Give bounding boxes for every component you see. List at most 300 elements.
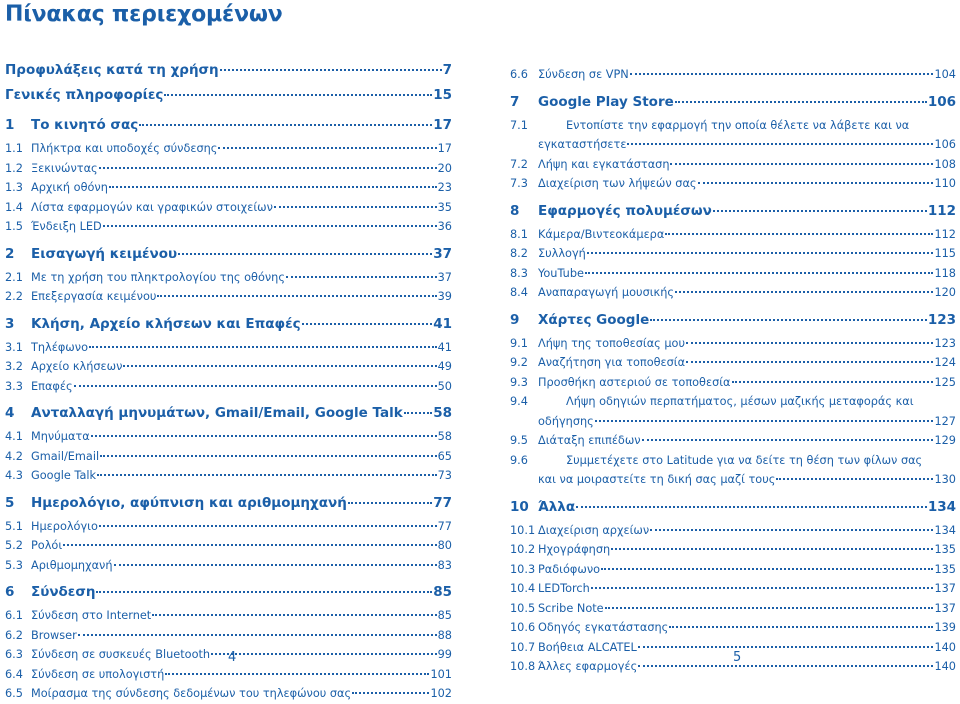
toc-leader-dots	[78, 634, 437, 636]
toc-entry-body	[538, 412, 956, 432]
toc-leader-dots	[103, 225, 437, 227]
toc-entry-body	[538, 638, 956, 658]
toc-entry-body	[31, 536, 452, 556]
toc-entry-body	[31, 490, 452, 517]
toc-entry-title: Κλήση, Αρχείο κλήσεων και Επαφές	[31, 315, 301, 332]
toc-page-number: 112	[934, 227, 956, 241]
toc-leader-dots	[650, 529, 933, 531]
toc-entry-body	[538, 451, 956, 471]
toc-entry-number: 10.4	[510, 582, 536, 595]
toc-leader-dots	[587, 252, 934, 254]
toc-entry-title: Gmail/Email	[31, 449, 100, 463]
toc-entry-title: Άλλες εφαρμογές	[538, 660, 638, 673]
toc-entry-title: Διάταξη επιπέδων	[538, 434, 641, 447]
toc-entry-number: 9.1	[510, 336, 528, 350]
toc-page-number: 49	[437, 360, 452, 373]
toc-entry-number: 5	[5, 494, 15, 511]
toc-entry-body	[538, 307, 956, 334]
toc-page-number: 110	[934, 177, 956, 190]
toc-entry-title: εγκαταστήσετε	[538, 138, 627, 151]
toc-page-number: 99	[437, 648, 452, 661]
toc-section[interactable]	[5, 139, 452, 159]
toc-page-number: 73	[437, 469, 452, 482]
toc-page-number: 35	[437, 200, 452, 214]
toc-entry-title-line1: Εντοπίστε την εφαρμογή την οποία θέλετε να λάβετε και να	[566, 118, 910, 132]
toc-chapter[interactable]	[5, 490, 452, 517]
toc-section[interactable]	[5, 427, 452, 447]
toc-leader-dots	[630, 73, 934, 75]
toc-section[interactable]	[5, 268, 452, 288]
toc-entry-number: 10.2	[510, 543, 536, 556]
toc-entry-title: Διαχείριση των λήψεών σας	[538, 177, 697, 190]
toc-entry-body	[31, 377, 452, 397]
toc-page-number: 41	[433, 315, 452, 332]
toc-page-number: 85	[433, 584, 452, 600]
toc-page-number: 134	[934, 523, 956, 537]
toc-entry-body	[538, 264, 956, 284]
toc-entry-number: 6.1	[5, 609, 23, 622]
toc-chapter[interactable]	[510, 307, 956, 334]
toc-page-number: 20	[437, 161, 452, 175]
toc-section[interactable]	[510, 264, 956, 284]
toc-section[interactable]	[5, 606, 452, 626]
toc-entry-number: 8.1	[510, 227, 528, 241]
toc-entry-body	[31, 400, 452, 427]
page-title: Πίνακας περιεχομένων	[5, 2, 283, 27]
toc-section[interactable]	[510, 451, 956, 490]
toc-section[interactable]	[5, 447, 452, 467]
toc-entry-body	[31, 684, 452, 704]
toc-section[interactable]	[510, 155, 956, 175]
toc-entry-number: 7.1	[510, 118, 528, 132]
toc-section[interactable]	[5, 357, 452, 377]
toc-entry-number: 6	[5, 584, 15, 600]
toc-leader-dots	[686, 361, 933, 363]
toc-page-number: 112	[927, 202, 956, 219]
toc-leader-dots	[605, 607, 934, 609]
toc-leader-dots	[670, 163, 933, 165]
toc-section[interactable]	[5, 684, 452, 704]
toc-chapter[interactable]	[510, 89, 956, 116]
toc-entry-title: Ανταλλαγή μηνυμάτων, Gmail/Email, Google Talk	[31, 405, 403, 421]
toc-section[interactable]	[510, 244, 956, 264]
toc-page-number: 88	[437, 628, 452, 642]
toc-leader-dots	[675, 291, 933, 293]
toc-page-number: 23	[437, 181, 452, 194]
toc-entry-body	[5, 58, 452, 83]
toc-entry-title: YouTube	[538, 266, 584, 280]
toc-section[interactable]	[510, 560, 956, 580]
toc-entry-title: Μηνύματα	[31, 430, 90, 443]
toc-entry-title: Γενικές πληροφορίες	[5, 87, 164, 103]
toc-entry-title: Επεξεργασία κειμένου	[31, 290, 157, 303]
toc-page-number: 137	[934, 601, 956, 615]
toc-chapter[interactable]	[5, 241, 452, 268]
toc-chapter[interactable]	[5, 400, 452, 427]
toc-entry-body	[31, 112, 452, 139]
toc-entry-title: Ραδιόφωνο	[538, 562, 601, 576]
toc-page-number: 77	[437, 519, 452, 533]
toc-leader-dots	[211, 653, 437, 655]
toc-section[interactable]	[510, 225, 956, 245]
toc-entry-title: Ηχογράφηση	[538, 543, 611, 556]
toc-page-number: 101	[430, 667, 452, 681]
toc-entry-body	[538, 579, 956, 599]
page-number-right: 5	[733, 650, 742, 665]
toc-leader-dots	[627, 143, 933, 145]
toc-entry-number: 1.2	[5, 161, 23, 175]
toc-entry-number: 6.2	[5, 628, 23, 642]
toc-entry-title: Βοήθεια ALCATEL	[538, 640, 637, 654]
toc-entry-number: 6.4	[5, 667, 23, 681]
toc-entry-number: 2.1	[5, 270, 23, 284]
toc-front-matter-entry[interactable]	[5, 83, 452, 108]
toc-section[interactable]	[5, 287, 452, 307]
toc-entry-number: 5.3	[5, 558, 23, 572]
toc-entry-number: 10	[510, 498, 529, 515]
toc-entry-body	[538, 225, 956, 245]
toc-entry-title: Προσθήκη αστεριού σε τοποθεσία	[538, 375, 731, 389]
toc-leader-dots	[576, 506, 927, 508]
toc-entry-number: 6.3	[5, 648, 23, 661]
toc-entry-number: 8.3	[510, 266, 528, 280]
toc-page-number: 140	[934, 660, 956, 673]
toc-page-number: 102	[430, 687, 452, 700]
toc-entry-number: 10.8	[510, 660, 536, 673]
toc-page-number: 41	[437, 340, 452, 354]
toc-leader-dots	[669, 626, 933, 628]
toc-section[interactable]	[5, 159, 452, 179]
toc-entry-body	[31, 447, 452, 467]
toc-leader-dots	[220, 69, 442, 71]
toc-leader-dots	[650, 319, 927, 321]
toc-page-number: 123	[927, 311, 956, 328]
toc-entry-title: Συλλογή	[538, 247, 586, 260]
toc-entry-number: 1	[5, 117, 15, 133]
toc-entry-body	[538, 618, 956, 638]
toc-chapter[interactable]	[510, 494, 956, 521]
toc-page-number: 108	[934, 157, 956, 171]
toc-left-column	[5, 58, 452, 704]
toc-leader-dots	[776, 478, 933, 480]
toc-entry-number: 10.3	[510, 562, 536, 576]
toc-entry-number: 4.1	[5, 430, 23, 443]
toc-section[interactable]	[5, 626, 452, 646]
toc-entry-number: 7.3	[510, 177, 528, 190]
toc-entry-title: Ημερολόγιο, αφύπνιση και αριθμομηχανή	[31, 494, 347, 511]
toc-leader-dots	[286, 276, 437, 278]
toc-entry-number: 7.2	[510, 157, 528, 171]
toc-page-number: 15	[433, 87, 452, 103]
toc-entry-body	[31, 241, 452, 268]
toc-entry-title: Scribe Note	[538, 601, 604, 615]
toc-entry-number: 10.5	[510, 601, 536, 615]
toc-section[interactable]	[510, 373, 956, 393]
toc-leader-dots	[601, 568, 933, 570]
toc-leader-dots	[638, 646, 934, 648]
toc-entry-body	[538, 334, 956, 354]
toc-entry-body	[5, 83, 452, 108]
toc-section[interactable]	[510, 540, 956, 560]
toc-entry-number: 9.3	[510, 375, 528, 389]
toc-entry-body	[538, 431, 956, 451]
toc-page-number: 139	[934, 621, 956, 634]
toc-leader-dots	[89, 346, 437, 348]
toc-entry-body	[31, 645, 452, 665]
toc-entry-number: 1.4	[5, 200, 23, 214]
toc-leader-dots	[123, 365, 436, 367]
toc-entry-body	[31, 178, 452, 198]
toc-entry-body	[31, 665, 452, 685]
toc-page-number: 137	[934, 582, 956, 595]
toc-leader-dots	[178, 253, 432, 255]
toc-page-number: 36	[437, 220, 452, 233]
toc-leader-dots	[642, 439, 934, 441]
toc-entry-title-line1: Λήψη οδηγιών περπατήματος, μέσων μαζικής μεταφοράς και	[566, 395, 914, 408]
toc-entry-title: Αναζήτηση για τοποθεσία	[538, 356, 686, 369]
toc-section[interactable]	[5, 377, 452, 397]
toc-entry-body	[31, 556, 452, 576]
toc-page-number: 80	[437, 539, 452, 552]
toc-chapter[interactable]	[510, 198, 956, 225]
toc-leader-dots	[63, 544, 436, 546]
toc-entry-title: Αριθμομηχανή	[31, 558, 113, 572]
toc-leader-dots	[595, 420, 934, 422]
toc-leader-dots	[274, 206, 437, 208]
toc-leader-dots	[686, 342, 933, 344]
toc-section[interactable]	[510, 392, 956, 431]
toc-entry-number: 4.3	[5, 469, 23, 482]
toc-leader-dots	[114, 564, 437, 566]
toc-entry-number: 1.1	[5, 142, 23, 155]
toc-entry-title: Προφυλάξεις κατά τη χρήση	[5, 62, 219, 78]
toc-entry-title: Οδηγός εγκατάστασης	[538, 621, 669, 634]
toc-entry-number: 8	[510, 202, 520, 219]
toc-page-number: 104	[934, 68, 956, 81]
toc-entry-title: Το κινητό σας	[31, 117, 139, 133]
toc-entry-title: Σύνδεση σε υπολογιστή	[31, 667, 165, 681]
toc-section[interactable]	[510, 618, 956, 638]
toc-entry-number: 3.3	[5, 379, 23, 393]
toc-section[interactable]	[510, 579, 956, 599]
toc-leader-dots	[218, 147, 436, 149]
toc-page-number: 125	[934, 375, 956, 389]
toc-section[interactable]	[510, 431, 956, 451]
toc-leader-dots	[96, 591, 432, 593]
toc-section[interactable]	[5, 217, 452, 237]
toc-entry-title: Λήψη και εγκατάσταση	[538, 157, 670, 171]
toc-leader-dots	[302, 323, 433, 325]
toc-leader-dots	[91, 435, 437, 437]
toc-entry-title: Πλήκτρα και υποδοχές σύνδεσης	[31, 142, 218, 155]
toc-section[interactable]	[5, 536, 452, 556]
toc-page-number: 17	[433, 117, 452, 133]
toc-entry-title: Λήψη της τοποθεσίας μου	[538, 336, 686, 350]
toc-leader-dots	[732, 381, 934, 383]
toc-entry-title: Σύνδεση σε VPN	[538, 68, 629, 81]
toc-entry-number: 7	[510, 93, 520, 110]
toc-entry-title: Ξεκινώντας	[31, 161, 98, 175]
toc-leader-dots	[611, 548, 933, 550]
toc-entry-body	[538, 174, 956, 194]
toc-page-number: 50	[437, 379, 452, 393]
toc-page-number: 106	[934, 138, 956, 151]
toc-entry-body	[538, 89, 956, 116]
toc-entry-title: Αναπαραγωγή μουσικής	[538, 286, 674, 299]
toc-chapter[interactable]	[5, 311, 452, 338]
toc-entry-title: Google Talk	[31, 469, 97, 482]
toc-entry-title: Χάρτες Google	[538, 311, 650, 328]
toc-entry-body	[538, 65, 956, 85]
toc-entry-body	[31, 139, 452, 159]
toc-leader-dots	[100, 455, 437, 457]
toc-entry-body	[538, 521, 956, 541]
toc-leader-dots	[164, 94, 432, 96]
toc-entry-body	[31, 159, 452, 179]
toc-page-number: 130	[934, 473, 956, 486]
toc-entry-body	[31, 338, 452, 358]
toc-chapter[interactable]	[5, 112, 452, 139]
toc-entry-body	[538, 135, 956, 155]
toc-leader-dots	[591, 587, 934, 589]
toc-entry-title: Αρχείο κλήσεων	[31, 360, 123, 373]
toc-entry-number: 3.2	[5, 360, 23, 373]
toc-leader-dots	[165, 673, 429, 675]
toc-entry-body	[538, 560, 956, 580]
toc-entry-body	[31, 427, 452, 447]
toc-entry-number: 4.2	[5, 449, 23, 463]
toc-entry-number: 1.3	[5, 181, 23, 194]
toc-entry-title: Μοίρασμα της σύνδεσης δεδομένων του τηλεφώνου σας	[31, 687, 352, 700]
toc-entry-body	[31, 268, 452, 288]
toc-entry-title: Ημερολόγιο	[31, 519, 98, 533]
toc-entry-body	[31, 466, 452, 486]
toc-entry-body	[538, 470, 956, 490]
toc-entry-title: Σύνδεση	[31, 584, 96, 600]
toc-section[interactable]	[510, 283, 956, 303]
toc-section[interactable]	[5, 178, 452, 198]
toc-page-number: 134	[927, 498, 956, 515]
toc-entry-title: Ρολόι	[31, 539, 63, 552]
toc-section[interactable]	[5, 198, 452, 218]
toc-section[interactable]	[510, 521, 956, 541]
toc-section[interactable]	[510, 353, 956, 373]
toc-entry-body	[538, 657, 956, 677]
toc-section[interactable]	[5, 556, 452, 576]
toc-chapter[interactable]	[5, 579, 452, 606]
toc-section[interactable]	[510, 334, 956, 354]
toc-entry-title: και να μοιραστείτε τη δική σας μαζί τους	[538, 473, 776, 486]
toc-page-number: 7	[442, 62, 452, 78]
toc-leader-dots	[638, 665, 933, 667]
toc-entry-title: οδήγησης	[538, 414, 594, 428]
toc-leader-dots	[348, 502, 432, 504]
toc-entry-title: Λίστα εφαρμογών και γραφικών στοιχείων	[31, 200, 273, 214]
toc-right-column	[510, 65, 956, 677]
toc-leader-dots	[352, 692, 429, 694]
toc-section[interactable]	[5, 338, 452, 358]
toc-entry-body	[538, 244, 956, 264]
toc-leader-dots	[74, 385, 437, 387]
toc-page-number: 83	[437, 558, 452, 572]
toc-section[interactable]	[510, 174, 956, 194]
toc-leader-dots	[665, 233, 933, 235]
toc-page-number: 65	[437, 449, 452, 463]
toc-entry-number: 10.7	[510, 640, 536, 654]
toc-page-number: 135	[934, 543, 956, 556]
toc-entry-title: Αρχική οθόνη	[31, 181, 108, 194]
toc-entry-body	[538, 198, 956, 225]
toc-entry-body	[31, 579, 452, 606]
toc-leader-dots	[139, 124, 432, 126]
toc-entry-title: LEDTorch	[538, 582, 590, 595]
toc-entry-title: Τηλέφωνο	[31, 340, 88, 354]
toc-entry-number: 10.6	[510, 621, 536, 634]
toc-entry-title: Σύνδεση στο Internet	[31, 609, 152, 622]
toc-page-number: 39	[437, 290, 452, 303]
toc-entry-number: 8.4	[510, 286, 528, 299]
toc-section[interactable]	[5, 517, 452, 537]
toc-entry-number: 9	[510, 311, 520, 328]
toc-page-number: 140	[934, 640, 956, 654]
toc-entry-number: 3.1	[5, 340, 23, 354]
toc-entry-title: Εφαρμογές πολυμέσων	[538, 202, 712, 219]
toc-entry-title: Επαφές	[31, 379, 73, 393]
toc-page-number: 129	[934, 434, 956, 447]
toc-entry-body	[538, 599, 956, 619]
toc-leader-dots	[675, 101, 927, 103]
toc-leader-dots	[713, 210, 927, 212]
page-number-left: 4	[228, 650, 237, 665]
toc-entry-number: 9.6	[510, 453, 528, 467]
toc-page-number: 135	[934, 562, 956, 576]
toc-entry-title: Ένδειξη LED	[31, 220, 102, 233]
toc-entry-number: 2	[5, 245, 15, 262]
toc-page-number: 124	[934, 356, 956, 369]
toc-entry-body	[31, 198, 452, 218]
toc-page-number: 120	[934, 286, 956, 299]
toc-page-number: 118	[934, 266, 956, 280]
toc-entry-body	[31, 606, 452, 626]
toc-section[interactable]	[510, 65, 956, 85]
toc-entry-number: 9.4	[510, 395, 528, 408]
toc-entry-body	[538, 283, 956, 303]
toc-section[interactable]	[5, 466, 452, 486]
toc-page-number: 58	[433, 405, 452, 421]
toc-entry-number: 1.5	[5, 220, 23, 233]
toc-entry-body	[538, 353, 956, 373]
toc-entry-title: Διαχείριση αρχείων	[538, 523, 650, 537]
toc-entry-number: 10.1	[510, 523, 536, 537]
toc-entry-body	[31, 287, 452, 307]
toc-section[interactable]	[510, 116, 956, 155]
toc-page-number: 37	[433, 245, 452, 262]
toc-page-number: 58	[437, 430, 452, 443]
toc-leader-dots	[109, 186, 437, 188]
toc-entry-title: Google Play Store	[538, 93, 674, 110]
toc-front-matter-entry[interactable]	[5, 58, 452, 83]
toc-entry-title-line1: Συμμετέχετε στο Latitude για να δείτε τη θέση των φίλων σας	[566, 453, 923, 467]
toc-entry-number: 9.5	[510, 434, 528, 447]
toc-page-number: 77	[433, 494, 452, 511]
toc-section[interactable]	[510, 599, 956, 619]
toc-leader-dots	[157, 295, 436, 297]
toc-entry-body	[538, 155, 956, 175]
toc-section[interactable]	[5, 665, 452, 685]
toc-leader-dots	[152, 614, 436, 616]
toc-leader-dots	[99, 167, 437, 169]
toc-page-number: 123	[934, 336, 956, 350]
